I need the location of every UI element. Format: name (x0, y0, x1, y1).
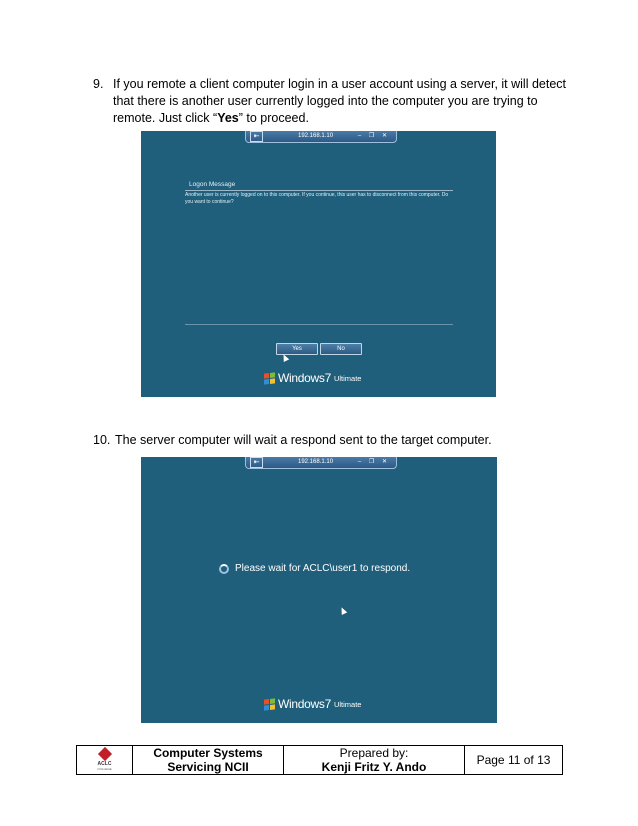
aclc-logo: ACLC COLLEGE (77, 749, 132, 771)
divider (185, 190, 453, 191)
aclc-diamond-icon (97, 747, 111, 761)
prepared-cell: Prepared by: Kenji Fritz Y. Ando (284, 746, 465, 775)
waiting-screenshot (141, 457, 497, 723)
mouse-cursor-icon (339, 606, 347, 615)
logon-title: Logon Message (189, 181, 236, 188)
logon-message-screenshot (141, 131, 496, 397)
windows7-logo: Windows 7 Ultimate (264, 370, 361, 386)
page-footer (76, 745, 563, 775)
windows-flag-icon (264, 372, 275, 384)
windows7-logo: Windows 7 Ultimate (264, 696, 361, 712)
page-number: Page 11 of 13 (465, 746, 563, 775)
yes-emphasis: Yes (217, 111, 239, 125)
remote-ip: 192.168.1.10 (298, 459, 334, 465)
remote-desktop-bar (245, 131, 397, 143)
logo-cell (77, 746, 133, 775)
step-number: 10. (93, 433, 111, 447)
divider (185, 324, 453, 325)
remote-desktop-bar (245, 457, 397, 469)
window-controls: – ❐ ✕ (357, 133, 390, 139)
step-number: 9. (93, 77, 104, 91)
windows-flag-icon (264, 698, 275, 710)
step-text: If you remote a client computer login in a user account using a server, it will detect that there is another user currently logged into the computer you are trying to remote. Just click “Yes” to proceed. (113, 77, 567, 125)
pin-icon: ⇤ (250, 131, 263, 142)
yes-button[interactable]: Yes (276, 343, 318, 355)
step-text: The server computer will wait a respond sent to the target computer. (115, 433, 492, 447)
course-cell: Computer Systems Servicing NCII (133, 746, 284, 775)
remote-ip: 192.168.1.10 (298, 133, 334, 139)
window-controls: – ❐ ✕ (357, 459, 390, 465)
wait-text: Please wait for ACLC\user1 to respond. (235, 563, 411, 574)
no-button[interactable]: No (320, 343, 362, 355)
wait-message (219, 563, 410, 574)
logon-text: Another user is currently logged on to this computer. If you continue, this user has to disconnect from this computer. Do you want to continue? (185, 192, 449, 205)
pin-icon: ⇤ (250, 457, 263, 468)
spinner-icon (219, 564, 229, 574)
